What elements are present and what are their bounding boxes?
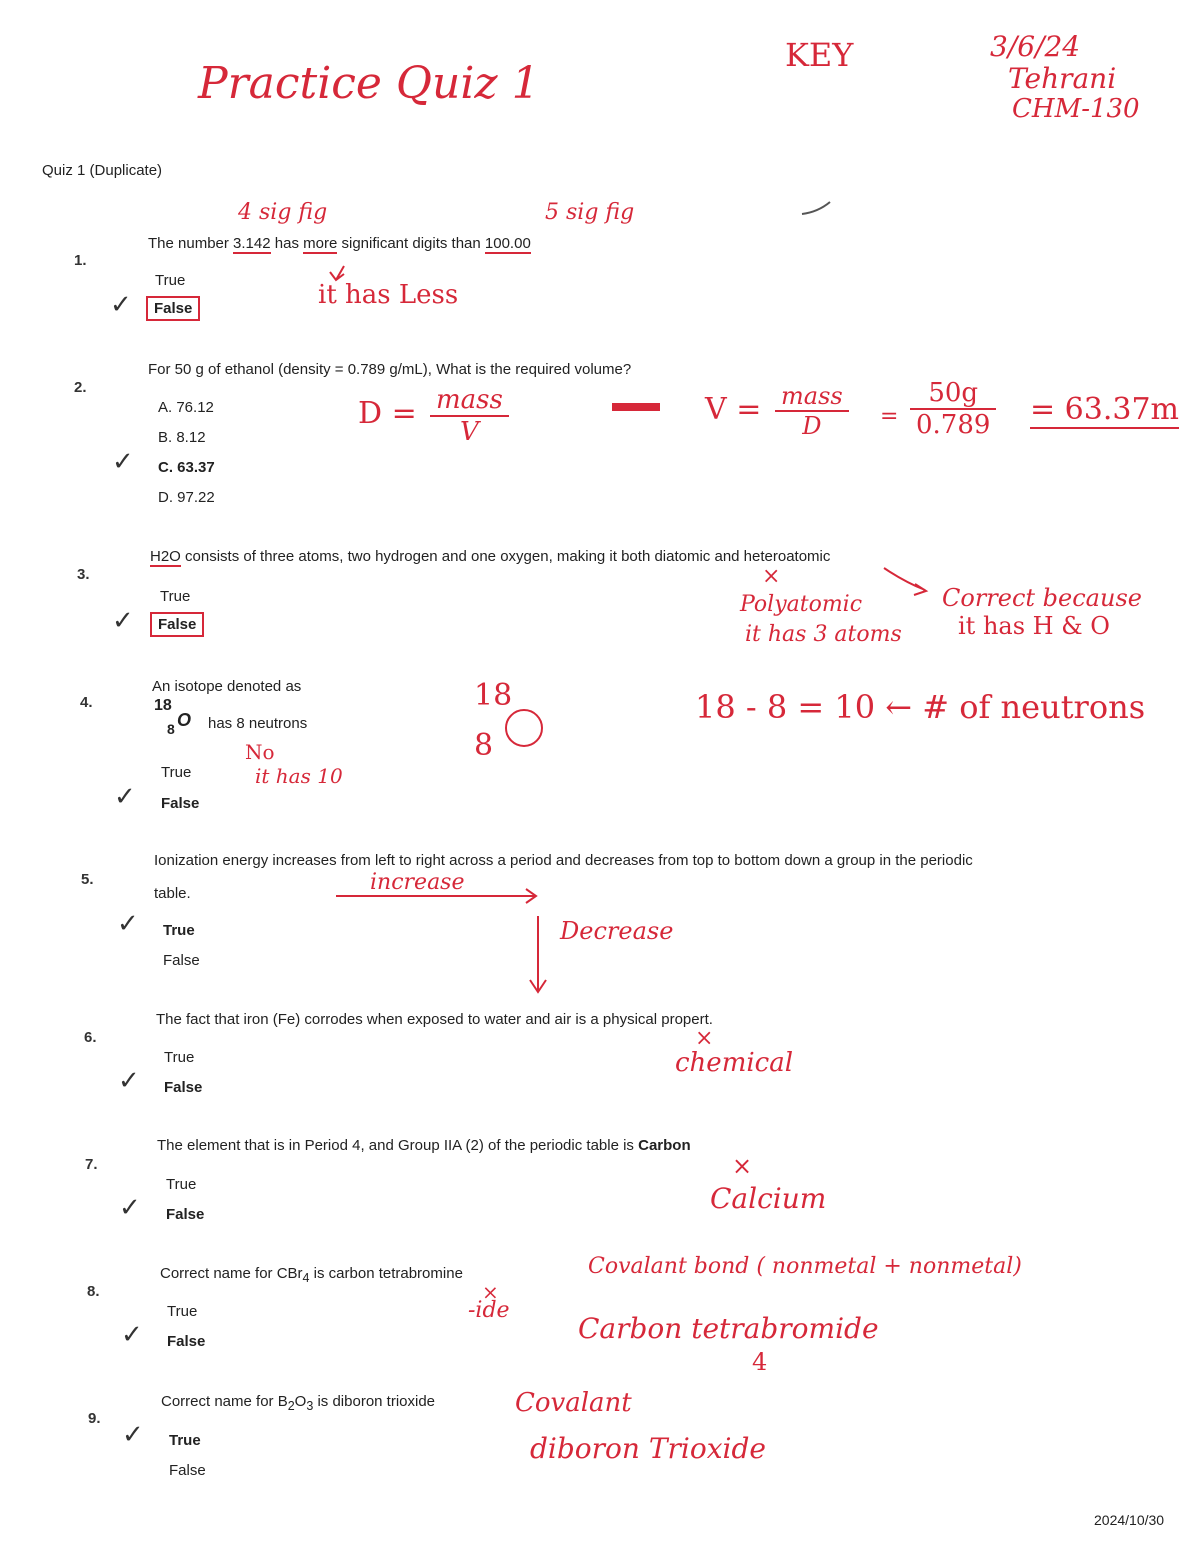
- q3-number: 3.: [77, 566, 90, 583]
- q3-check-icon: ✓: [112, 606, 134, 636]
- header-date: 3/6/24: [990, 30, 1081, 63]
- q8-note-four: 4: [752, 1348, 768, 1376]
- q7-option-true[interactable]: True: [166, 1176, 197, 1193]
- q8-number: 8.: [87, 1283, 100, 1300]
- q7-check-icon: ✓: [119, 1193, 141, 1223]
- q4-number: 4.: [80, 694, 93, 711]
- q6-option-true[interactable]: True: [164, 1049, 195, 1066]
- q1-note-4sigfig: 4 sig fig: [238, 200, 328, 225]
- q6-number: 6.: [84, 1029, 97, 1046]
- q4-note-8: 8: [474, 728, 494, 763]
- q2-option-c[interactable]: C. 63.37: [158, 459, 215, 476]
- q9-text: Correct name for $B_2O_3$ is diboron trioxide: [161, 1393, 436, 1413]
- q5-right-arrow-icon: [336, 889, 536, 903]
- q1-option-false[interactable]: False: [146, 296, 200, 321]
- header-course: CHM-130: [1012, 94, 1140, 124]
- q2-note-v: V: [460, 417, 479, 447]
- q9-number: 9.: [88, 1410, 101, 1427]
- q2-note-50g: 50g: [910, 378, 996, 410]
- q3-note-hho: it has H & O: [958, 612, 1110, 640]
- q1-arrow-icon: [330, 266, 344, 280]
- q4-mass-number: 18: [154, 697, 172, 714]
- q3-arrow-icon: [884, 568, 926, 595]
- quiz-label: Quiz 1 (Duplicate): [42, 162, 163, 179]
- q2-note-0789: 0.789: [916, 410, 991, 440]
- q9-option-true[interactable]: True: [169, 1432, 201, 1449]
- q5-text: Ionization energy increases from left to right across a period and decreases from top to bottom down a group in the periodic: [154, 852, 973, 869]
- q8-text: Correct name for CBr$_4$ is carbon tetrabromine: [160, 1265, 463, 1285]
- q4-option-true[interactable]: True: [161, 764, 192, 781]
- q8-note-name: Carbon tetrabromide: [578, 1312, 879, 1345]
- q4-note-18: 18: [474, 678, 513, 713]
- q7-text: The element that is in Period 4, and Group IIA (2) of the periodic table is Carbon: [157, 1137, 691, 1154]
- q1-option-true[interactable]: True: [155, 272, 186, 289]
- q8-option-true[interactable]: True: [167, 1303, 198, 1320]
- q8-note-covalent-bond: Covalant bond ( nonmetal + nonmetal): [588, 1254, 1022, 1279]
- q3-note-polyatomic: Polyatomic: [740, 592, 863, 617]
- q4-circle-mark: [506, 710, 542, 746]
- q2-note-mass2: mass: [775, 382, 849, 412]
- q1-check-icon: ✓: [110, 290, 132, 320]
- q2-option-a[interactable]: A. 76.12: [158, 399, 214, 416]
- q5-check-icon: ✓: [117, 909, 139, 939]
- q4-symbol: O: [177, 710, 192, 730]
- q5-note-decrease: Decrease: [560, 917, 674, 945]
- q4-text: An isotope denoted as: [152, 678, 302, 695]
- q3-note-correct: Correct because: [942, 584, 1142, 612]
- q1-number: 1.: [74, 252, 87, 269]
- q5-option-false[interactable]: False: [163, 952, 200, 969]
- q4-note-has10: it has 10: [255, 764, 343, 788]
- q1-note-less: it has Less: [318, 280, 459, 310]
- q8-option-false[interactable]: False: [167, 1333, 206, 1350]
- q6-check-icon: ✓: [118, 1066, 140, 1096]
- q9-option-false[interactable]: False: [169, 1462, 206, 1479]
- q5-down-arrow-icon: [530, 916, 546, 992]
- q6-text: The fact that iron (Fe) corrodes when exposed to water and air is a physical propert.: [156, 1011, 713, 1028]
- q6-note-x: ×: [695, 1026, 714, 1051]
- q2-scratch-mark: [612, 403, 660, 411]
- q7-number: 7.: [85, 1156, 98, 1173]
- q7-note-calcium: Calcium: [710, 1182, 827, 1215]
- q4-option-false[interactable]: False: [161, 795, 200, 812]
- q4-check-icon: ✓: [114, 782, 136, 812]
- q2-note-v2: V =: [705, 392, 762, 427]
- q2-note-mass: mass: [430, 385, 509, 417]
- q5-note-increase: increase: [370, 870, 465, 895]
- q2-option-d[interactable]: D. 97.22: [158, 489, 215, 506]
- q6-option-false[interactable]: False: [164, 1079, 203, 1096]
- q2-check-icon: ✓: [112, 447, 134, 477]
- q1-note-5sigfig: 5 sig fig: [545, 200, 635, 225]
- header-instructor: Tehrani: [1008, 62, 1117, 95]
- q2-note-d2: D: [802, 412, 822, 440]
- q7-option-false[interactable]: False: [166, 1206, 205, 1223]
- q1-text: The number 3.142 has more significant digits than 100.00: [148, 235, 531, 252]
- q9-note-covalent: Covalant: [515, 1388, 632, 1418]
- key-label: KEY: [785, 36, 854, 74]
- quiz-title: Practice Quiz 1: [198, 58, 540, 109]
- q4-note-calc: 18 - 8 = 10 ← # of neutrons: [695, 688, 1146, 726]
- q2-number: 2.: [74, 379, 87, 396]
- q5-text2: table.: [154, 885, 191, 902]
- q3-option-false[interactable]: False: [150, 612, 204, 637]
- q4-atomic-number: 8: [167, 721, 175, 737]
- q3-note-x: ×: [762, 564, 781, 589]
- q5-number: 5.: [81, 871, 94, 888]
- q5-option-true[interactable]: True: [163, 922, 195, 939]
- q4-text2: has 8 neutrons: [208, 715, 308, 732]
- q2-note-answer: = 63.37m: [1030, 392, 1180, 427]
- q7-note-x: ×: [732, 1152, 753, 1180]
- q4-note-no: No: [245, 740, 275, 764]
- footer-date: 2024/10/30: [1094, 1512, 1165, 1528]
- q8-note-x: ×: [482, 1280, 499, 1304]
- q9-note-name: diboron Trioxide: [530, 1432, 766, 1465]
- q2-option-b[interactable]: B. 8.12: [158, 429, 206, 446]
- q3-note-3atoms: it has 3 atoms: [745, 622, 902, 647]
- q3-text: H2O consists of three atoms, two hydrogen and one oxygen, making it both diatomic and heteroatomic: [150, 548, 831, 565]
- q2-text: For 50 g of ethanol (density = 0.789 g/mL), What is the required volume?: [148, 361, 632, 378]
- q2-note-eq: =: [880, 404, 899, 429]
- q9-check-icon: ✓: [122, 1420, 144, 1450]
- q6-note-chemical: chemical: [675, 1048, 794, 1078]
- q3-option-true[interactable]: True: [160, 588, 191, 605]
- q2-note-d: D =: [358, 396, 417, 431]
- q8-check-icon: ✓: [121, 1320, 143, 1350]
- tick-swoosh-icon: [802, 202, 830, 214]
- q8-note-ide: -ide: [468, 1298, 510, 1323]
